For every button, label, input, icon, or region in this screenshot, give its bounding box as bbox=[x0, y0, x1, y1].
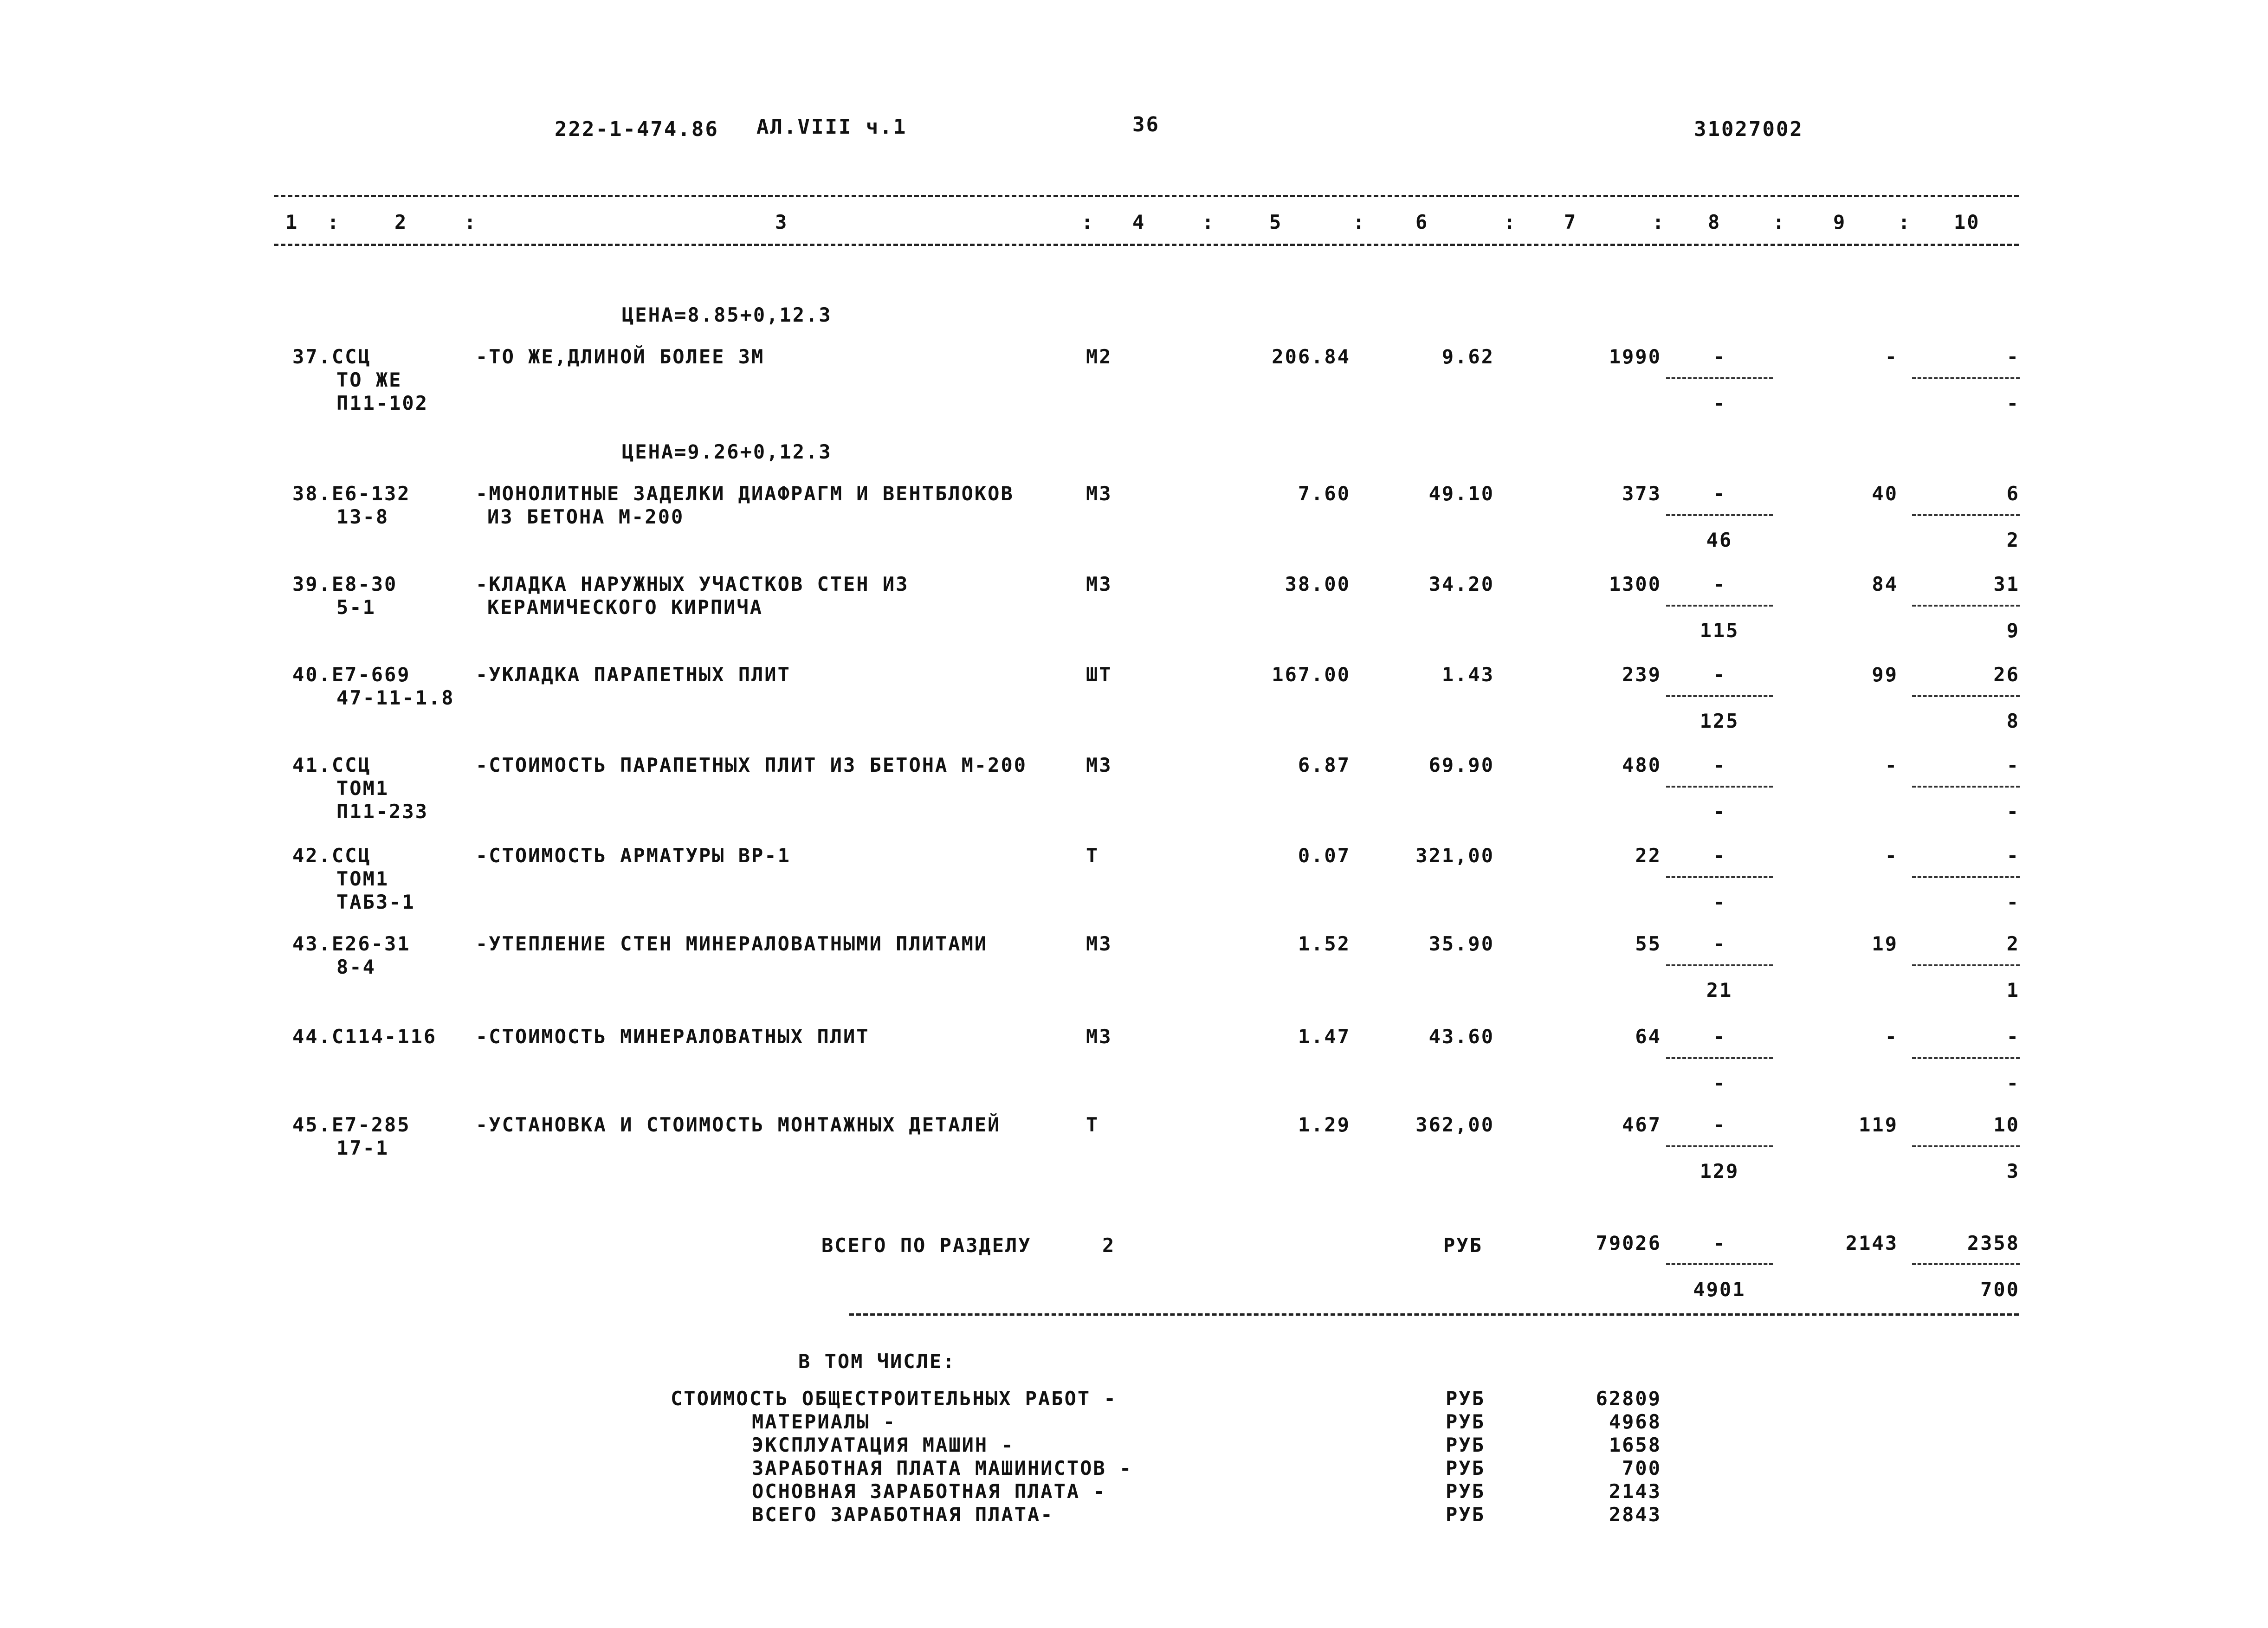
price-note: ЦЕНА=8.85+0,12.3 bbox=[622, 304, 832, 326]
row-unit: М3 bbox=[1086, 1025, 1112, 1048]
row-total: 1300 bbox=[1609, 573, 1661, 595]
fraction-line bbox=[1912, 786, 2020, 788]
row-col8-bottom: - bbox=[1712, 891, 1726, 913]
row-col8-bottom: 46 bbox=[1706, 529, 1733, 551]
row-col10-top: - bbox=[2006, 844, 2020, 867]
row-code: 40.Е7-669 bbox=[292, 663, 411, 686]
section-col8-bottom: 4901 bbox=[1693, 1278, 1746, 1301]
including-item-value: 4968 bbox=[1609, 1410, 1661, 1433]
album-number: АЛ.VIII ч.1 bbox=[756, 115, 907, 139]
including-item-value: 1658 bbox=[1609, 1434, 1661, 1456]
column-header-cell: 10 bbox=[1954, 211, 1980, 233]
row-col9: 84 bbox=[1872, 573, 1898, 595]
section-total-label: ВСЕГО ПО РАЗДЕЛУ bbox=[821, 1234, 1032, 1257]
including-item-currency: РУБ bbox=[1446, 1387, 1485, 1410]
including-item-label: ЭКСПЛУАТАЦИЯ МАШИН - bbox=[752, 1434, 1014, 1456]
row-description: -УКЛАДКА ПАРАПЕТНЫХ ПЛИТ bbox=[476, 663, 791, 686]
row-unit: Т bbox=[1086, 1113, 1099, 1136]
row-col10-top: - bbox=[2006, 1025, 2020, 1048]
row-unit-price: 49.10 bbox=[1428, 482, 1494, 505]
row-col10-bottom: - bbox=[2006, 800, 2020, 823]
row-col9: - bbox=[1885, 1025, 1898, 1048]
row-col8-top: - bbox=[1712, 482, 1726, 505]
row-code: ТОМ1 bbox=[336, 867, 389, 890]
fraction-line bbox=[1912, 514, 2020, 516]
fraction-line bbox=[1912, 377, 2020, 379]
row-col9: - bbox=[1885, 754, 1898, 776]
row-total: 373 bbox=[1622, 482, 1661, 505]
section-col9: 2143 bbox=[1845, 1232, 1898, 1254]
row-description: -СТОИМОСТЬ АРМАТУРЫ ВР-1 bbox=[476, 844, 791, 867]
row-code: 44.С114-116 bbox=[292, 1025, 437, 1048]
row-col8-top: - bbox=[1712, 754, 1726, 776]
row-col8-top: - bbox=[1712, 573, 1726, 595]
header-rule-bottom bbox=[274, 244, 2019, 246]
document-code: 222-1-474.86 bbox=[555, 117, 719, 141]
column-header-cell: 1 bbox=[285, 211, 299, 233]
row-code: 43.Е26-31 bbox=[292, 932, 411, 955]
section-col10-top: 2358 bbox=[1967, 1232, 2020, 1254]
fraction-line bbox=[1912, 1145, 2020, 1147]
row-col8-top: - bbox=[1712, 844, 1726, 867]
row-col8-bottom: - bbox=[1712, 1072, 1726, 1094]
row-unit: Т bbox=[1086, 844, 1099, 867]
row-code: П11-102 bbox=[336, 392, 429, 414]
row-col10-bottom: - bbox=[2006, 392, 2020, 414]
including-item-currency: РУБ bbox=[1446, 1457, 1485, 1479]
row-description: -ТО ЖЕ,ДЛИНОЙ БОЛЕЕ 3М bbox=[476, 345, 765, 368]
column-header-cell: : bbox=[1773, 211, 1786, 233]
row-code: 38.Е6-132 bbox=[292, 482, 411, 505]
row-col8-top: - bbox=[1712, 663, 1726, 686]
column-header-cell: 5 bbox=[1269, 211, 1283, 233]
row-unit-price: 69.90 bbox=[1428, 754, 1494, 776]
including-item-currency: РУБ bbox=[1446, 1410, 1485, 1433]
column-header-cell: : bbox=[1353, 211, 1366, 233]
fraction-line bbox=[1666, 1145, 1773, 1147]
row-unit-price: 35.90 bbox=[1428, 932, 1494, 955]
including-item-value: 700 bbox=[1622, 1457, 1661, 1479]
including-item-value: 62809 bbox=[1596, 1387, 1661, 1410]
row-col10-bottom: 2 bbox=[2006, 529, 2020, 551]
column-header-cell: 4 bbox=[1132, 211, 1146, 233]
fraction-line bbox=[1912, 695, 2020, 697]
column-header-cell: 3 bbox=[775, 211, 788, 233]
row-description: ИЗ БЕТОНА М-200 bbox=[487, 505, 685, 528]
fraction-line bbox=[1666, 876, 1773, 878]
row-unit-price: 43.60 bbox=[1428, 1025, 1494, 1048]
including-label: В ТОМ ЧИСЛЕ: bbox=[798, 1350, 956, 1373]
section-col10-bottom: 700 bbox=[1980, 1278, 2020, 1301]
document-number: 31027002 bbox=[1694, 117, 1803, 141]
row-col10-bottom: 1 bbox=[2006, 979, 2020, 1001]
row-col8-bottom: 125 bbox=[1699, 710, 1739, 732]
row-col10-bottom: - bbox=[2006, 891, 2020, 913]
including-item-label: СТОИМОСТЬ ОБЩЕСТРОИТЕЛЬНЫХ РАБОТ - bbox=[671, 1387, 1117, 1410]
including-item-value: 2843 bbox=[1609, 1503, 1661, 1526]
row-code: 45.Е7-285 bbox=[292, 1113, 411, 1136]
row-col8-top: - bbox=[1712, 1025, 1726, 1048]
section-total-value: 79026 bbox=[1596, 1232, 1661, 1254]
fraction-line bbox=[1666, 514, 1773, 516]
fraction-line bbox=[1912, 876, 2020, 878]
column-header-cell: 6 bbox=[1415, 211, 1429, 233]
row-total: 1990 bbox=[1609, 345, 1661, 368]
section-number: 2 bbox=[1102, 1234, 1116, 1257]
including-item-label: МАТЕРИАЛЫ - bbox=[752, 1410, 897, 1433]
fraction-line bbox=[1666, 1263, 1773, 1265]
row-quantity: 206.84 bbox=[1272, 345, 1350, 368]
row-unit-price: 34.20 bbox=[1428, 573, 1494, 595]
fraction-line bbox=[1666, 786, 1773, 788]
row-quantity: 0.07 bbox=[1298, 844, 1350, 867]
row-quantity: 7.60 bbox=[1298, 482, 1350, 505]
row-total: 64 bbox=[1635, 1025, 1661, 1048]
row-total: 467 bbox=[1622, 1113, 1661, 1136]
fraction-line bbox=[1912, 605, 2020, 607]
column-header-cell: : bbox=[1202, 211, 1215, 233]
row-col8-bottom: - bbox=[1712, 800, 1726, 823]
row-code: 47-11-1.8 bbox=[336, 686, 455, 709]
row-col9: - bbox=[1885, 844, 1898, 867]
row-description: -КЛАДКА НАРУЖНЫХ УЧАСТКОВ СТЕН ИЗ bbox=[476, 573, 909, 595]
row-description: -УСТАНОВКА И СТОИМОСТЬ МОНТАЖНЫХ ДЕТАЛЕЙ bbox=[476, 1113, 1001, 1136]
row-col10-bottom: - bbox=[2006, 1072, 2020, 1094]
row-col9: - bbox=[1885, 345, 1898, 368]
column-header-cell: 8 bbox=[1708, 211, 1721, 233]
fraction-line bbox=[1666, 605, 1773, 607]
section-total-rule bbox=[849, 1313, 2019, 1316]
row-col9: 99 bbox=[1872, 663, 1898, 686]
row-code: П11-233 bbox=[336, 800, 429, 823]
row-description: КЕРАМИЧЕСКОГО КИРПИЧА bbox=[487, 596, 763, 619]
row-col8-bottom: 21 bbox=[1706, 979, 1733, 1001]
column-header-cell: : bbox=[1898, 211, 1912, 233]
row-col10-top: 10 bbox=[1993, 1113, 2020, 1136]
including-item-currency: РУБ bbox=[1446, 1480, 1485, 1503]
row-code: 41.ССЦ bbox=[292, 754, 371, 776]
row-col10-bottom: 3 bbox=[2006, 1160, 2020, 1182]
row-code: ТОМ1 bbox=[336, 777, 389, 800]
including-item-currency: РУБ bbox=[1446, 1503, 1485, 1526]
row-total: 239 bbox=[1622, 663, 1661, 686]
row-unit-price: 362,00 bbox=[1415, 1113, 1494, 1136]
row-col10-top: 6 bbox=[2006, 482, 2020, 505]
row-unit-price: 1.43 bbox=[1441, 663, 1494, 686]
row-code: ТАБ3-1 bbox=[336, 891, 415, 913]
row-total: 22 bbox=[1635, 844, 1661, 867]
row-col10-top: 26 bbox=[1993, 663, 2020, 686]
row-col9: 40 bbox=[1872, 482, 1898, 505]
row-col10-top: - bbox=[2006, 754, 2020, 776]
column-header-cell: 9 bbox=[1833, 211, 1847, 233]
row-code: 39.Е8-30 bbox=[292, 573, 398, 595]
price-note: ЦЕНА=9.26+0,12.3 bbox=[622, 440, 832, 463]
row-unit: М3 bbox=[1086, 754, 1112, 776]
row-unit: ШТ bbox=[1086, 663, 1112, 686]
row-col8-bottom: 129 bbox=[1699, 1160, 1739, 1182]
column-header-cell: : bbox=[464, 211, 478, 233]
row-col10-bottom: 9 bbox=[2006, 619, 2020, 642]
including-item-label: ВСЕГО ЗАРАБОТНАЯ ПЛАТА- bbox=[752, 1503, 1054, 1526]
row-total: 55 bbox=[1635, 932, 1661, 955]
row-quantity: 6.87 bbox=[1298, 754, 1350, 776]
section-currency: РУБ bbox=[1443, 1234, 1483, 1257]
column-header-cell: : bbox=[327, 211, 341, 233]
row-unit: М3 bbox=[1086, 932, 1112, 955]
row-col9: 119 bbox=[1859, 1113, 1898, 1136]
fraction-line bbox=[1912, 964, 2020, 966]
row-col10-bottom: 8 bbox=[2006, 710, 2020, 732]
fraction-line bbox=[1666, 377, 1773, 379]
row-quantity: 38.00 bbox=[1285, 573, 1350, 595]
row-total: 480 bbox=[1622, 754, 1661, 776]
row-unit-price: 9.62 bbox=[1441, 345, 1494, 368]
including-item-label: ОСНОВНАЯ ЗАРАБОТНАЯ ПЛАТА - bbox=[752, 1480, 1106, 1503]
fraction-line bbox=[1912, 1057, 2020, 1059]
row-code: 8-4 bbox=[336, 956, 376, 978]
fraction-line bbox=[1666, 1057, 1773, 1059]
row-col10-top: 31 bbox=[1993, 573, 2020, 595]
row-unit: М3 bbox=[1086, 482, 1112, 505]
fraction-line bbox=[1666, 695, 1773, 697]
row-unit: М2 bbox=[1086, 345, 1112, 368]
row-col8-bottom: 115 bbox=[1699, 619, 1739, 642]
row-description: -МОНОЛИТНЫЕ ЗАДЕЛКИ ДИАФРАГМ И ВЕНТБЛОКОВ bbox=[476, 482, 1014, 505]
row-description: -СТОИМОСТЬ МИНЕРАЛОВАТНЫХ ПЛИТ bbox=[476, 1025, 870, 1048]
row-col10-top: - bbox=[2006, 345, 2020, 368]
row-col8-top: - bbox=[1712, 1113, 1726, 1136]
row-col8-top: - bbox=[1712, 345, 1726, 368]
fraction-line bbox=[1912, 1263, 2020, 1265]
row-col10-top: 2 bbox=[2006, 932, 2020, 955]
header-rule-top bbox=[274, 195, 2019, 197]
row-quantity: 1.52 bbox=[1298, 932, 1350, 955]
column-header-cell: : bbox=[1504, 211, 1517, 233]
row-code: 17-1 bbox=[336, 1137, 389, 1159]
row-code: 13-8 bbox=[336, 505, 389, 528]
row-description: -УТЕПЛЕНИЕ СТЕН МИНЕРАЛОВАТНЫМИ ПЛИТАМИ bbox=[476, 932, 988, 955]
row-code: 37.ССЦ bbox=[292, 345, 371, 368]
column-header-cell: 7 bbox=[1564, 211, 1577, 233]
row-col8-top: - bbox=[1712, 932, 1726, 955]
row-code: 42.ССЦ bbox=[292, 844, 371, 867]
including-item-currency: РУБ bbox=[1446, 1434, 1485, 1456]
column-header-cell: : bbox=[1081, 211, 1095, 233]
including-item-label: ЗАРАБОТНАЯ ПЛАТА МАШИНИСТОВ - bbox=[752, 1457, 1133, 1479]
row-col9: 19 bbox=[1872, 932, 1898, 955]
row-col8-bottom: - bbox=[1712, 392, 1726, 414]
row-quantity: 167.00 bbox=[1272, 663, 1350, 686]
section-col8-top: - bbox=[1712, 1232, 1726, 1254]
row-code: ТО ЖЕ bbox=[336, 368, 402, 391]
row-description: -СТОИМОСТЬ ПАРАПЕТНЫХ ПЛИТ ИЗ БЕТОНА М-200 bbox=[476, 754, 1027, 776]
row-quantity: 1.47 bbox=[1298, 1025, 1350, 1048]
row-unit: М3 bbox=[1086, 573, 1112, 595]
row-quantity: 1.29 bbox=[1298, 1113, 1350, 1136]
row-code: 5-1 bbox=[336, 596, 376, 619]
including-item-value: 2143 bbox=[1609, 1480, 1661, 1503]
row-unit-price: 321,00 bbox=[1415, 844, 1494, 867]
fraction-line bbox=[1666, 964, 1773, 966]
column-header-cell: 2 bbox=[394, 211, 408, 233]
column-header-cell: : bbox=[1652, 211, 1666, 233]
page-number: 36 bbox=[1132, 113, 1160, 136]
